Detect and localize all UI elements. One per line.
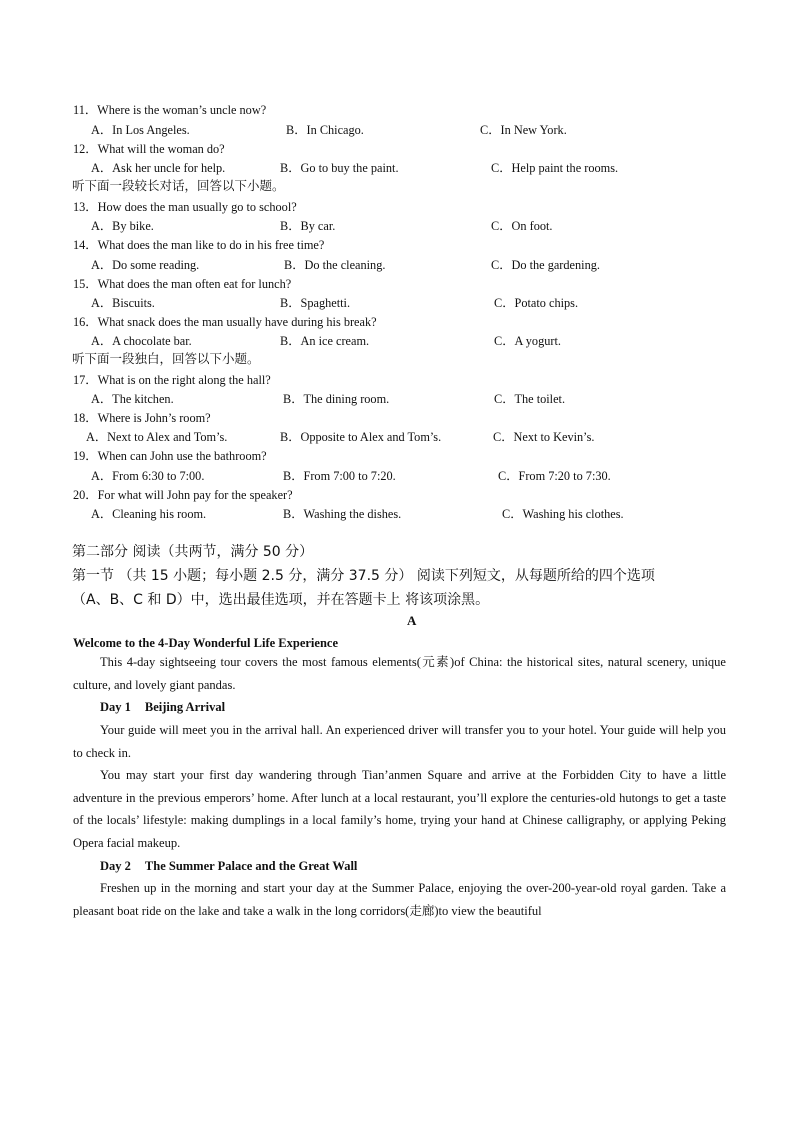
q18-option-b: B．Opposite to Alex and Tom’s. <box>280 430 442 444</box>
passage-intro: This 4-day sightseeing tour covers the most famous elements(元素)of China: the historical sites, natural scenery, unique culture, and lovely giant pandas. <box>73 655 726 692</box>
q17-option-a: A．The kitchen. <box>91 392 174 406</box>
day1-paragraph-1: Your guide will meet you in the arrival hall. An experienced driver will transfer you to your hotel. Your guide will help you to check in. <box>73 723 726 760</box>
q15-option-c: C．Potato chips. <box>494 296 579 310</box>
day1-heading <box>100 700 225 715</box>
passage-letter: A <box>407 613 417 628</box>
question-17: 17．What is on the right along the hall? <box>73 373 271 387</box>
q15-option-a: A．Biscuits. <box>91 296 155 310</box>
section1-instruction-line2: （A、B、C 和 D）中，选出最佳选项，并在答题卡上 将该项涂黑。 <box>72 592 490 608</box>
q13-option-b: B．By car. <box>280 219 336 233</box>
passage-title: Welcome to the 4-Day Wonderful Life Experience <box>73 636 339 650</box>
part2-title: 第二部分 阅读（共两节，满分 50 分） <box>72 544 314 560</box>
q13-option-a: A．By bike. <box>91 219 154 233</box>
question-19: 19．When can John use the bathroom? <box>73 449 267 463</box>
question-11: 11．Where is the woman’s uncle now? <box>73 103 267 117</box>
q19-option-c: C．From 7:20 to 7:30. <box>498 469 611 483</box>
q19-option-a: A．From 6:30 to 7:00. <box>91 469 205 483</box>
q20-option-c: C．Washing his clothes. <box>502 507 624 521</box>
q19-option-b: B．From 7:00 to 7:20. <box>283 469 396 483</box>
day2-paragraph-1: Freshen up in the morning and start your day at the Summer Palace, enjoying the over-200-year-old royal garden. Take a pleasant boat ride on the lake and take a walk in the long corridors(走廊)to view the beautiful <box>73 881 726 918</box>
question-13: 13．How does the man usually go to school? <box>73 200 297 214</box>
day1-label: Day 1 <box>100 700 131 714</box>
day1-paragraph-2: You may start your first day wandering through Tian’anmen Square and arrive at the Forbidden City to have a little adventure in the previous emperors’ home. After lunch at a local restaurant, you’ll explore the centuries-old hutongs to get a taste of the locals’ lifestyle: making dumplings in a local family’s home, trying your hand at Chinese calligraphy, or applying Peking Opera facial makeup. <box>73 768 726 851</box>
day1-title: Beijing Arrival <box>144 700 226 714</box>
q14-option-c: C．Do the gardening. <box>491 258 600 272</box>
question-18: 18．Where is John’s room? <box>73 411 211 425</box>
section1-instruction-line1: 第一节 （共 15 小题；每小题 2.5 分，满分 37.5 分） 阅读下列短文，从每题所给的四个选项 <box>72 568 655 584</box>
q18-option-a: A．Next to Alex and Tom’s. <box>86 430 228 444</box>
q15-option-b: B．Spaghetti. <box>280 296 351 310</box>
q16-option-c: C．A yogurt. <box>494 334 561 348</box>
q17-option-c: C．The toilet. <box>494 392 566 406</box>
q14-option-b: B．Do the cleaning. <box>284 258 386 272</box>
day2-heading <box>100 859 357 874</box>
question-12: 12．What will the woman do? <box>73 142 225 156</box>
question-14: 14．What does the man like to do in his free time? <box>73 238 325 252</box>
question-15: 15．What does the man often eat for lunch? <box>73 277 292 291</box>
q12-option-a: A．Ask her uncle for help. <box>91 161 226 175</box>
q16-option-a: A．A chocolate bar. <box>91 334 192 348</box>
day2-title: The Summer Palace and the Great Wall <box>144 859 358 873</box>
q20-option-b: B．Washing the dishes. <box>283 507 402 521</box>
q12-option-c: C．Help paint the rooms. <box>491 161 619 175</box>
question-16: 16．What snack does the man usually have during his break? <box>73 315 377 329</box>
day2-label: Day 2 <box>100 859 131 873</box>
instruction-monologue: 听下面一段独白，回答以下小题。 <box>72 351 260 366</box>
q16-option-b: B．An ice cream. <box>280 334 370 348</box>
q12-option-b: B．Go to buy the paint. <box>280 161 399 175</box>
question-20: 20．For what will John pay for the speaker? <box>73 488 293 502</box>
q17-option-b: B．The dining room. <box>283 392 390 406</box>
q20-option-a: A．Cleaning his room. <box>91 507 207 521</box>
q18-option-c: C．Next to Kevin’s. <box>493 430 595 444</box>
q11-option-c: C．In New York. <box>480 123 567 137</box>
q14-option-a: A．Do some reading. <box>91 258 200 272</box>
instruction-long-dialog: 听下面一段较长对话，回答以下小题。 <box>72 178 285 193</box>
q13-option-c: C．On foot. <box>491 219 553 233</box>
q11-option-b: B．In Chicago. <box>286 123 364 137</box>
q11-option-a: A．In Los Angeles. <box>91 123 190 137</box>
